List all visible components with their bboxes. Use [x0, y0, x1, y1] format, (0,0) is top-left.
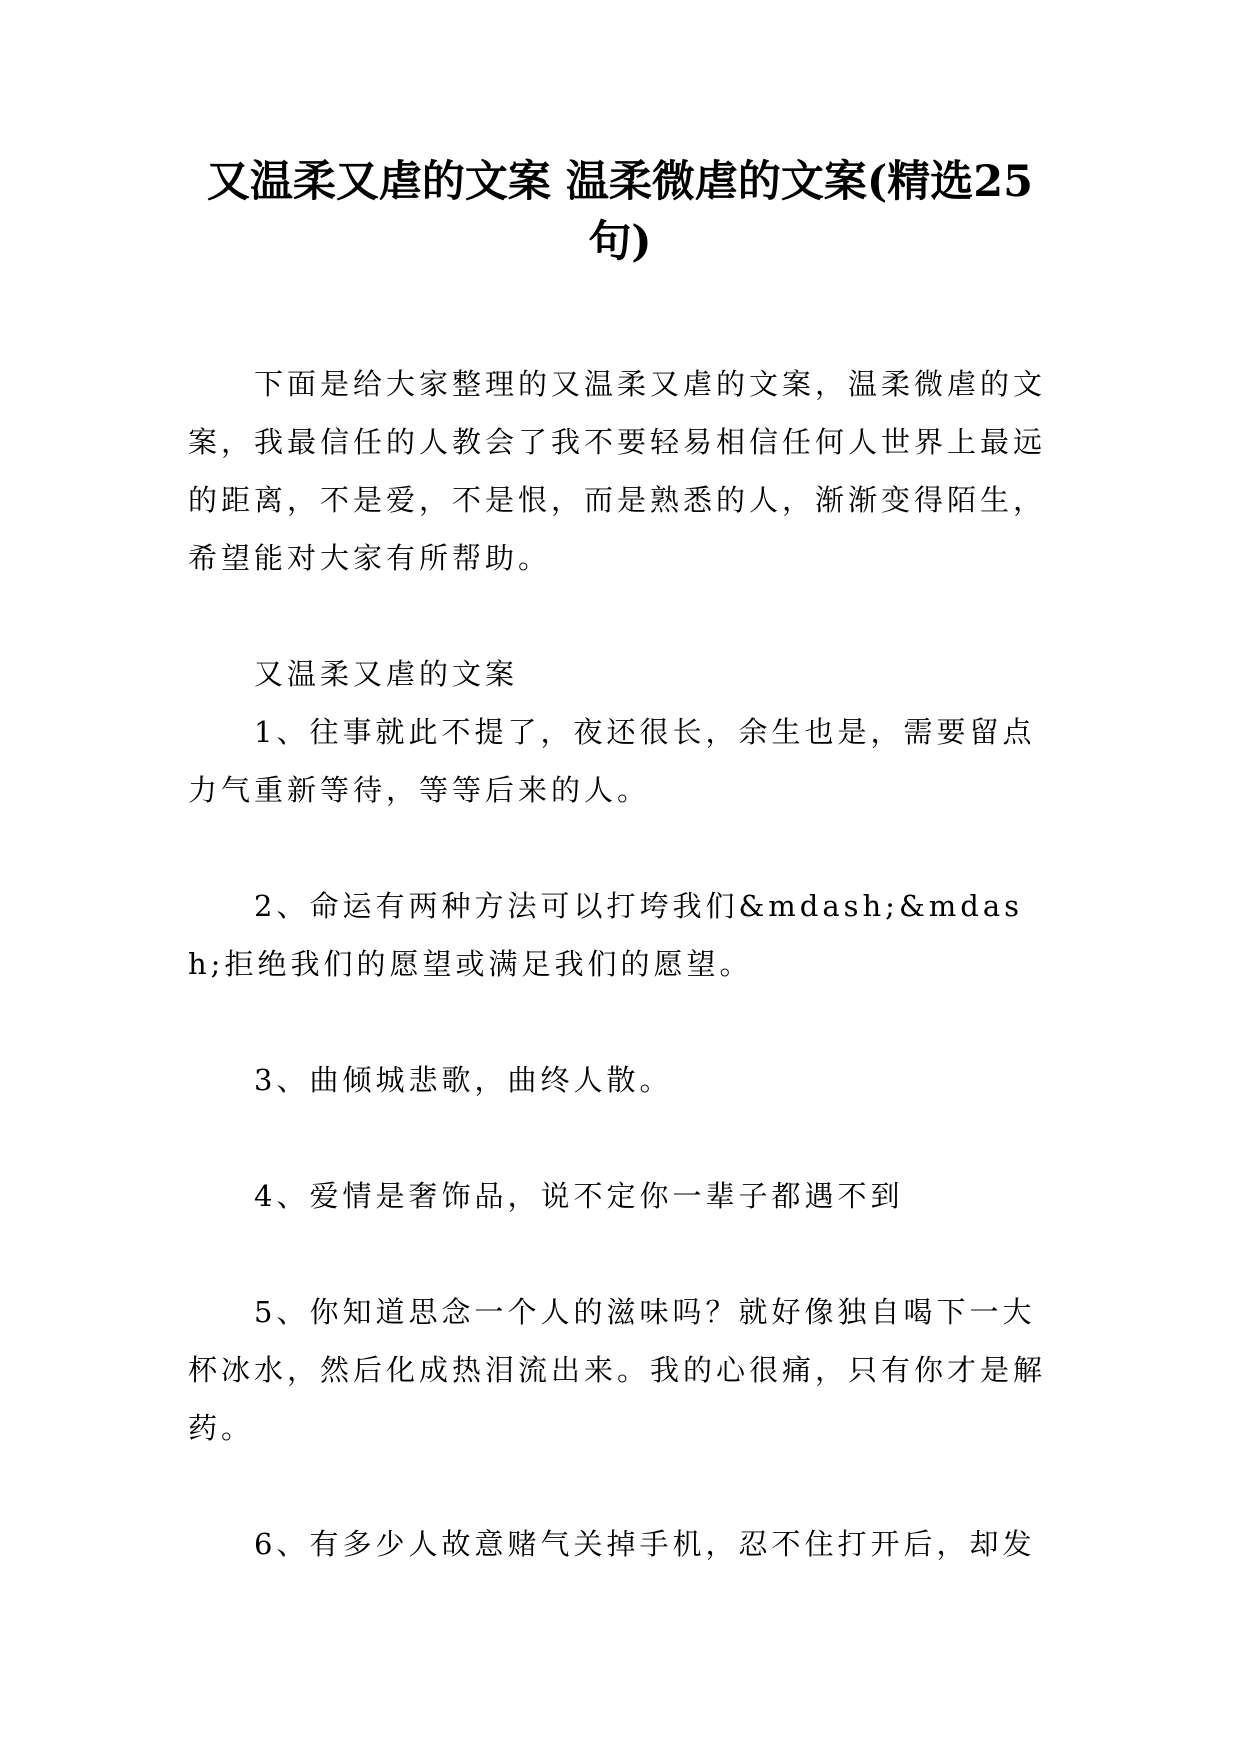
- list-item: 1、往事就此不提了，夜还很长，余生也是，需要留点力气重新等待，等等后来的人。: [188, 715, 1036, 807]
- document-title: 又温柔又虐的文案 温柔微虐的文案(精选25句): [206, 157, 1034, 267]
- paragraph-spacer: [188, 1225, 1058, 1283]
- list-item: 4、爱情是奢饰品，说不定你一辈子都遇不到: [254, 1179, 904, 1213]
- list-item: 3、曲倾城悲歌，曲终人散。: [254, 1063, 673, 1097]
- paragraph-spacer: [188, 1457, 1058, 1515]
- paragraph-spacer: [188, 819, 1058, 877]
- section-heading: 又温柔又虐的文案: [254, 657, 519, 691]
- list-item: 6、有多少人故意赌气关掉手机，忍不住打开后，却发: [254, 1527, 1036, 1561]
- list-item: 2、命运有两种方法可以打垮我们&mdash;&mdash;拒绝我们的愿望或满足我们的愿望。: [188, 889, 1023, 981]
- intro-paragraph: 下面是给大家整理的又温柔又虐的文案，温柔微虐的文案，我最信任的人教会了我不要轻易相信任何人世界上最远的距离，不是爱，不是恨，而是熟悉的人，渐渐变得陌生，希望能对大家有所帮助。: [188, 367, 1047, 575]
- paragraph-spacer: [188, 1109, 1058, 1167]
- document-body: [188, 355, 1058, 1573]
- paragraph-spacer: [188, 587, 1058, 645]
- list-item: 5、你知道思念一个人的滋味吗？就好像独自喝下一大杯冰水，然后化成热泪流出来。我的心很痛，只有你才是解药。: [188, 1295, 1047, 1445]
- paragraph-spacer: [188, 993, 1058, 1051]
